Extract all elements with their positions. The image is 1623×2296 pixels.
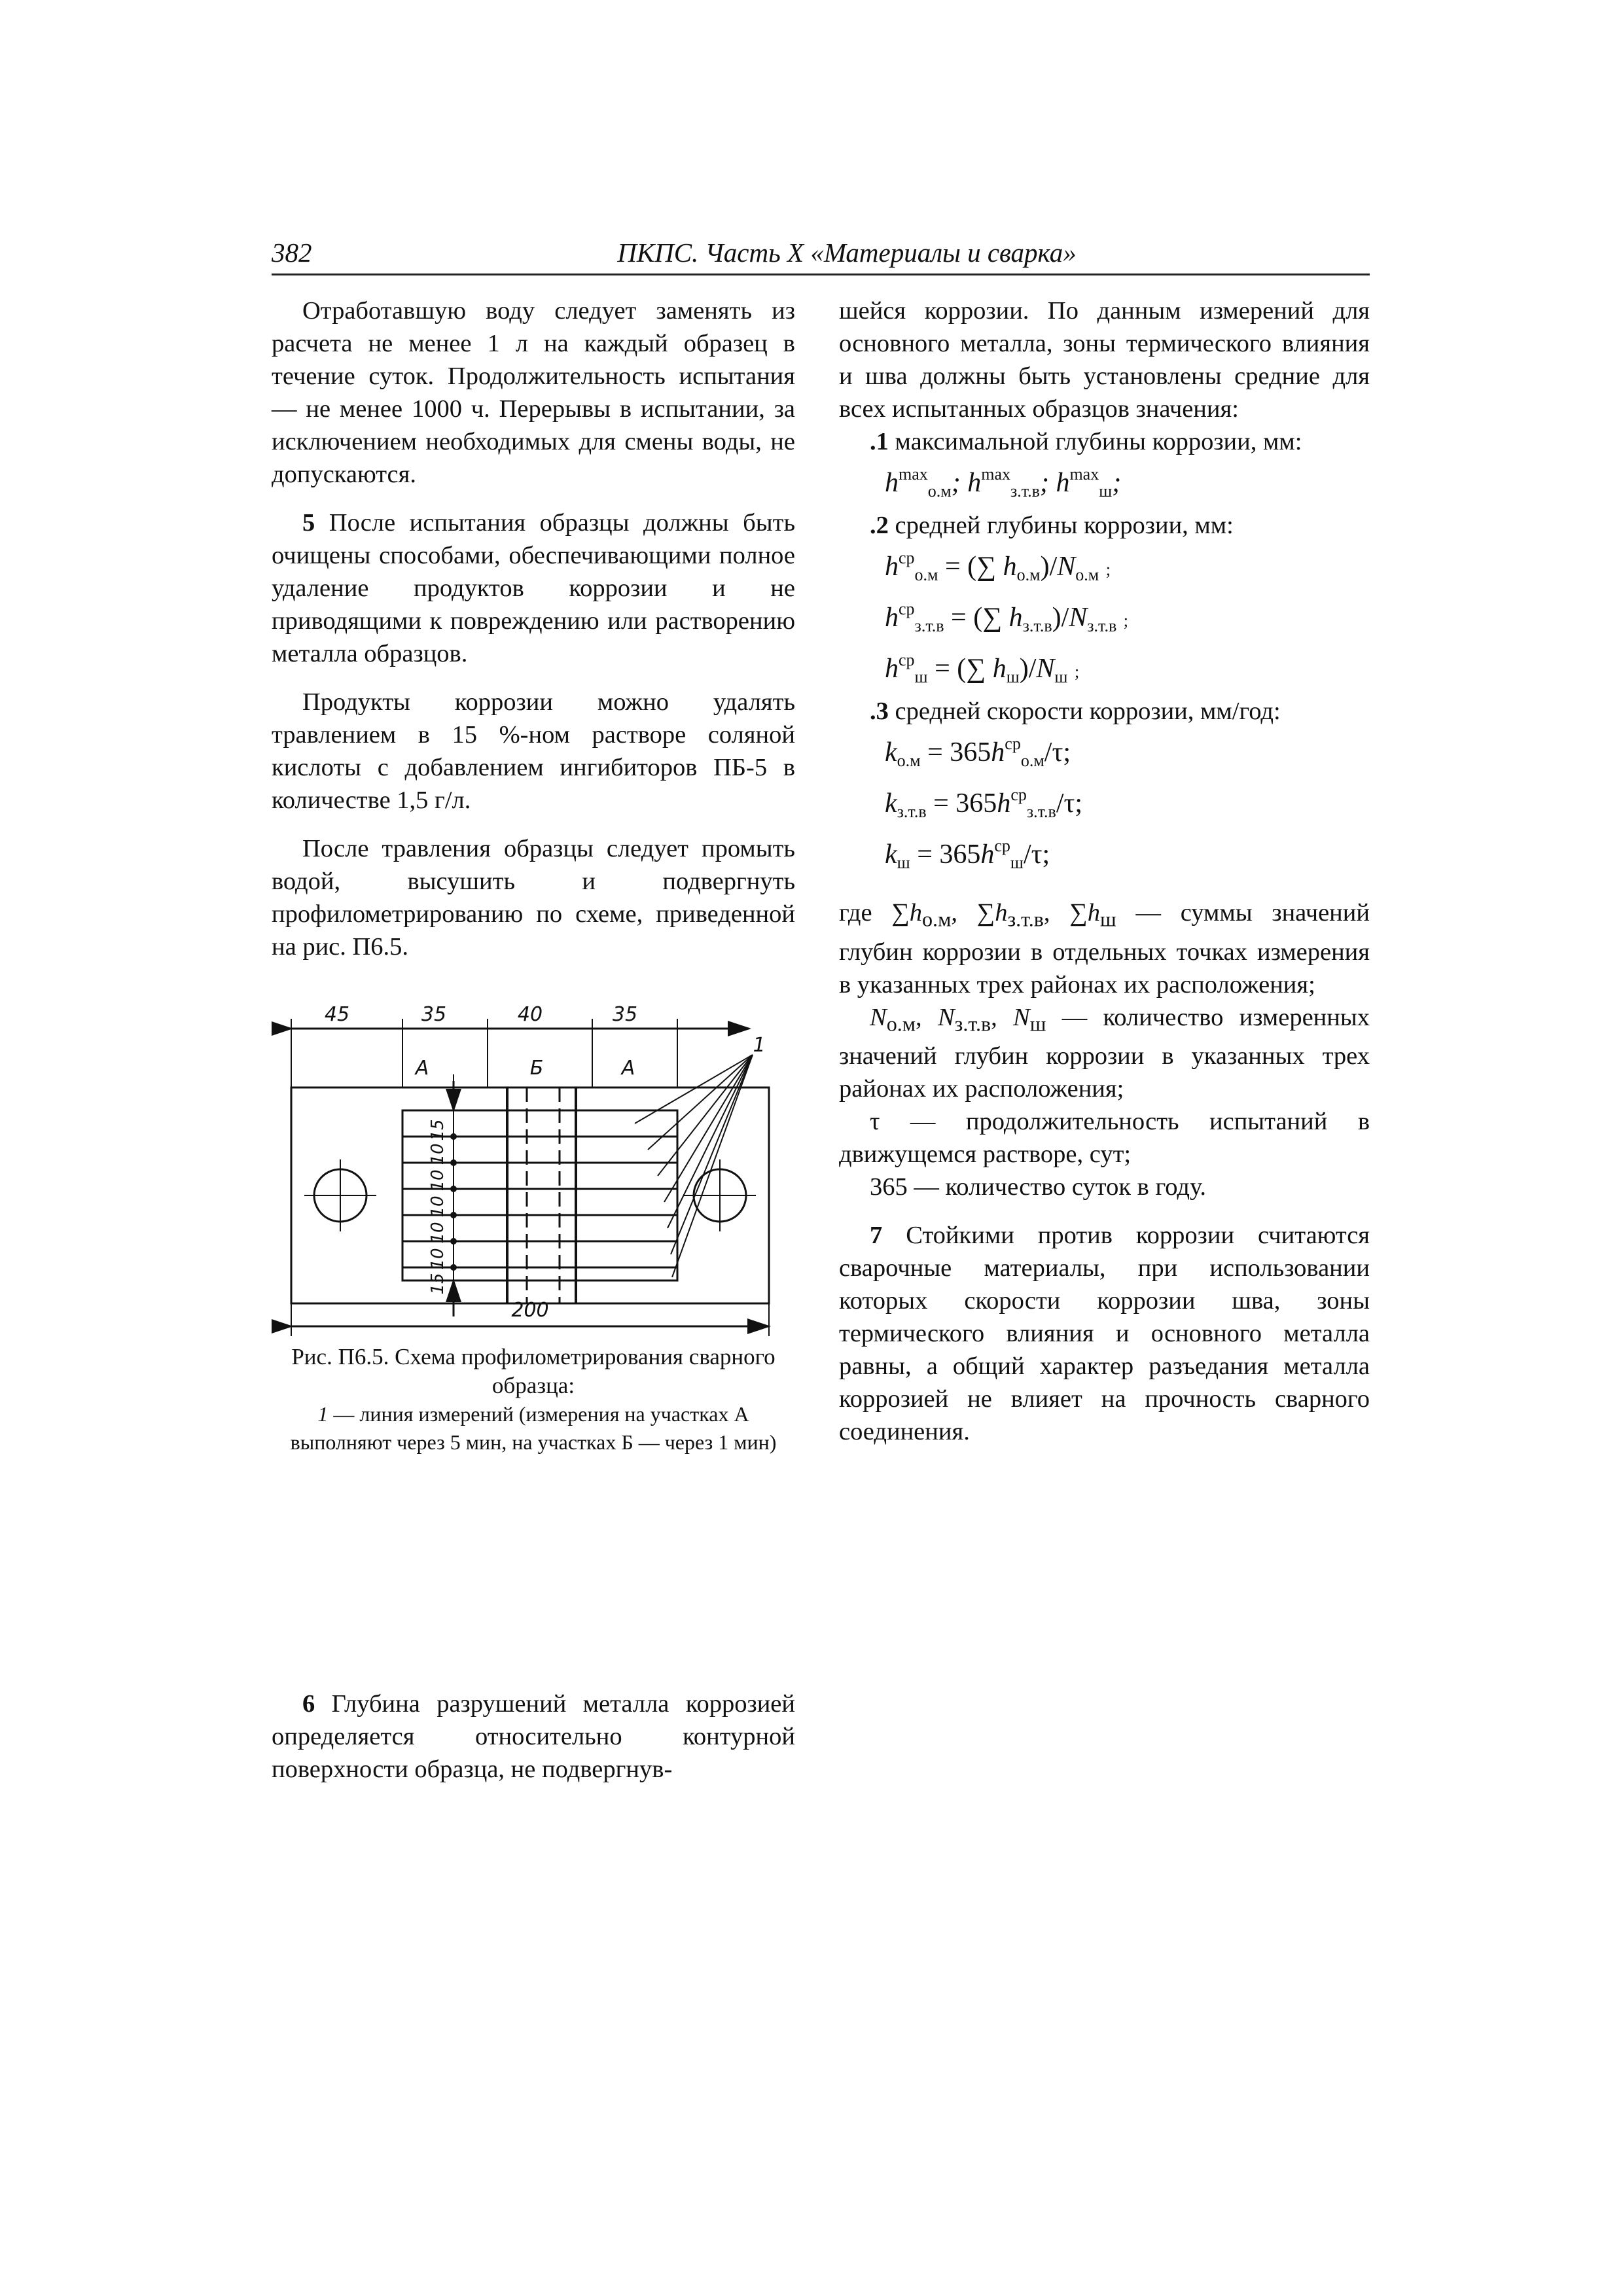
where-text: — суммы значений глубин коррозии в отдельных точках измерения в указанных трех районах их расположения; [839,899,1370,998]
where-prefix: где [839,899,872,927]
figure-caption: Рис. П6.5. Схема профилометрирования сварного образца: [291,1344,776,1398]
page-header [272,237,1370,275]
item-number: .2 [870,512,889,539]
legend-number: 1 [317,1402,329,1426]
profilometry-diagram [272,996,795,1343]
formula-rate-ztv: $k_{з.т.в} = 365h^{ср}_{з.т.в}/\tau$; [885,785,1083,821]
figure-legend [272,1400,795,1457]
dim-label: 35 [421,1003,447,1026]
formula-rate-om: $k_{о.м} = 365h^{ср}_{о.м}/\tau$; [885,734,1071,770]
section-number: 7 [870,1222,883,1250]
legend-text: — линия измерений (измерения на участках А выполняют через 5 мин, на участках Б — через 1 мин) [290,1402,777,1454]
paragraph: Отработавшую воду следует заменять из расчета не менее 1 л на каждый образец в течение суток. Продолжительность испытания — не менее 1000 ч. Перерывы в испытании, за исключением необходимых для смены воды, не допускаются. [272,297,795,488]
zone-label: А [621,1057,635,1080]
side-dim-label: 10 [428,1169,448,1192]
days-paragraph: 365 — количество суток в году. [870,1173,1207,1201]
formula-avg-depth-om: $h^{ср}_{о.м}$ = (∑ $h_{о.м})/N_{о.м}$ ; [885,548,1111,584]
zone-label: А [415,1057,429,1080]
side-dim-label: 10 [428,1195,448,1218]
paragraph: шейся коррозии. По данным измерений для основного металла, зоны термического влияния и шва должны быть установлены средние для всех испытанных образцов значения: [839,297,1370,423]
paragraph-text: Глубина разрушений металла коррозией определяется относительно контурной поверхности образца, не подвергнув- [272,1690,796,1783]
side-dim-label: 10 [428,1143,448,1165]
n-paragraph: $N_{о.м}$, $N_{з.т.в}$, $N_ш$ — количество измеренных значений глубин коррозии в указанных трех районах их расположения; [839,1003,1370,1103]
left-column [272,294,795,1786]
paragraph-text: Стойкими против коррозии считаются сварочные материалы, при использовании которых скорости коррозии шва, зоны термического влияния и основного металла равны, а общий характер разъедания металла коррозией не влияет на прочность сварного соединения. [839,1222,1370,1446]
section-number: 5 [302,509,315,537]
figure-p6-5 [272,996,795,1673]
paragraph: Продукты коррозии можно удалять травлением в 15 %-ном растворе соляной кислоты с добавлением ингибиторов ПБ-5 в количестве 1,5 г/л. [272,688,795,814]
dim-label: 45 [324,1003,350,1026]
right-column [839,294,1370,1448]
dim-label: 40 [517,1003,543,1026]
item-1 [839,425,1370,458]
zone-label: Б [529,1057,544,1080]
dim-label: 35 [612,1003,638,1026]
paragraph: После травления образцы следует промыть водой, высушить и подвергнуть профилометрированию по схеме, приведенной на рис. П6.5. [272,835,795,961]
item-text: средней глубины коррозии, мм: [895,512,1234,539]
page-number: 382 [272,238,312,268]
formula-avg-depth-ztv: $h^{ср}_{з.т.в}$ = (∑ $h_{з.т.в})/N_{з.т.в}$ ; [885,599,1128,635]
formula-avg-depth-sh: $h^{ср}_ш$ = (∑ $h_ш)/N_ш$ ; [885,650,1080,686]
running-title: ПКПС. Часть X «Материалы и сварка» [617,238,1077,268]
item-text: максимальной глубины коррозии, мм: [895,428,1302,455]
formula-rate-sh: $k_ш = 365h^{ср}_ш/\tau$; [885,836,1050,872]
section-7 [839,1219,1370,1448]
item-number: .1 [870,428,889,455]
section-6 [272,1687,795,1786]
side-dim-label: 15 [428,1273,448,1295]
where-paragraph: где $\sum h_{о.м}$, $\sum h_{з.т.в}$, $\sum h_ш$ — суммы значений глубин коррозии в отдельных точках измерения в указанных трех районах их расположения; [839,899,1370,998]
item-number: .3 [870,698,889,725]
section-5 [272,506,795,670]
side-dim-label: 15 [428,1119,448,1141]
n-text: — количество измеренных значений глубин коррозии в указанных трех районах их расположения; [839,1003,1370,1103]
section-number: 6 [302,1690,315,1718]
side-dim-label: 10 [428,1248,448,1270]
item-2 [839,509,1370,542]
formula-max-depth: $h^{max}_{о.м}$; $h^{max}_{з.т.в}$; $h^{max}_ш$; [885,465,1122,501]
item-text: средней скорости коррозии, мм/год: [895,698,1281,725]
item-3 [839,695,1370,728]
tau-paragraph: τ — продолжительность испытаний в движущемся растворе, сут; [839,1108,1370,1169]
callout-label: 1 [753,1034,766,1057]
dim-label: 200 [511,1299,549,1322]
paragraph-text: После испытания образцы должны быть очищены способами, обеспечивающими полное удаление продуктов коррозии и не приводящими к повреждению или растворению металла образцов. [272,509,795,667]
side-dim-label: 10 [428,1222,448,1244]
